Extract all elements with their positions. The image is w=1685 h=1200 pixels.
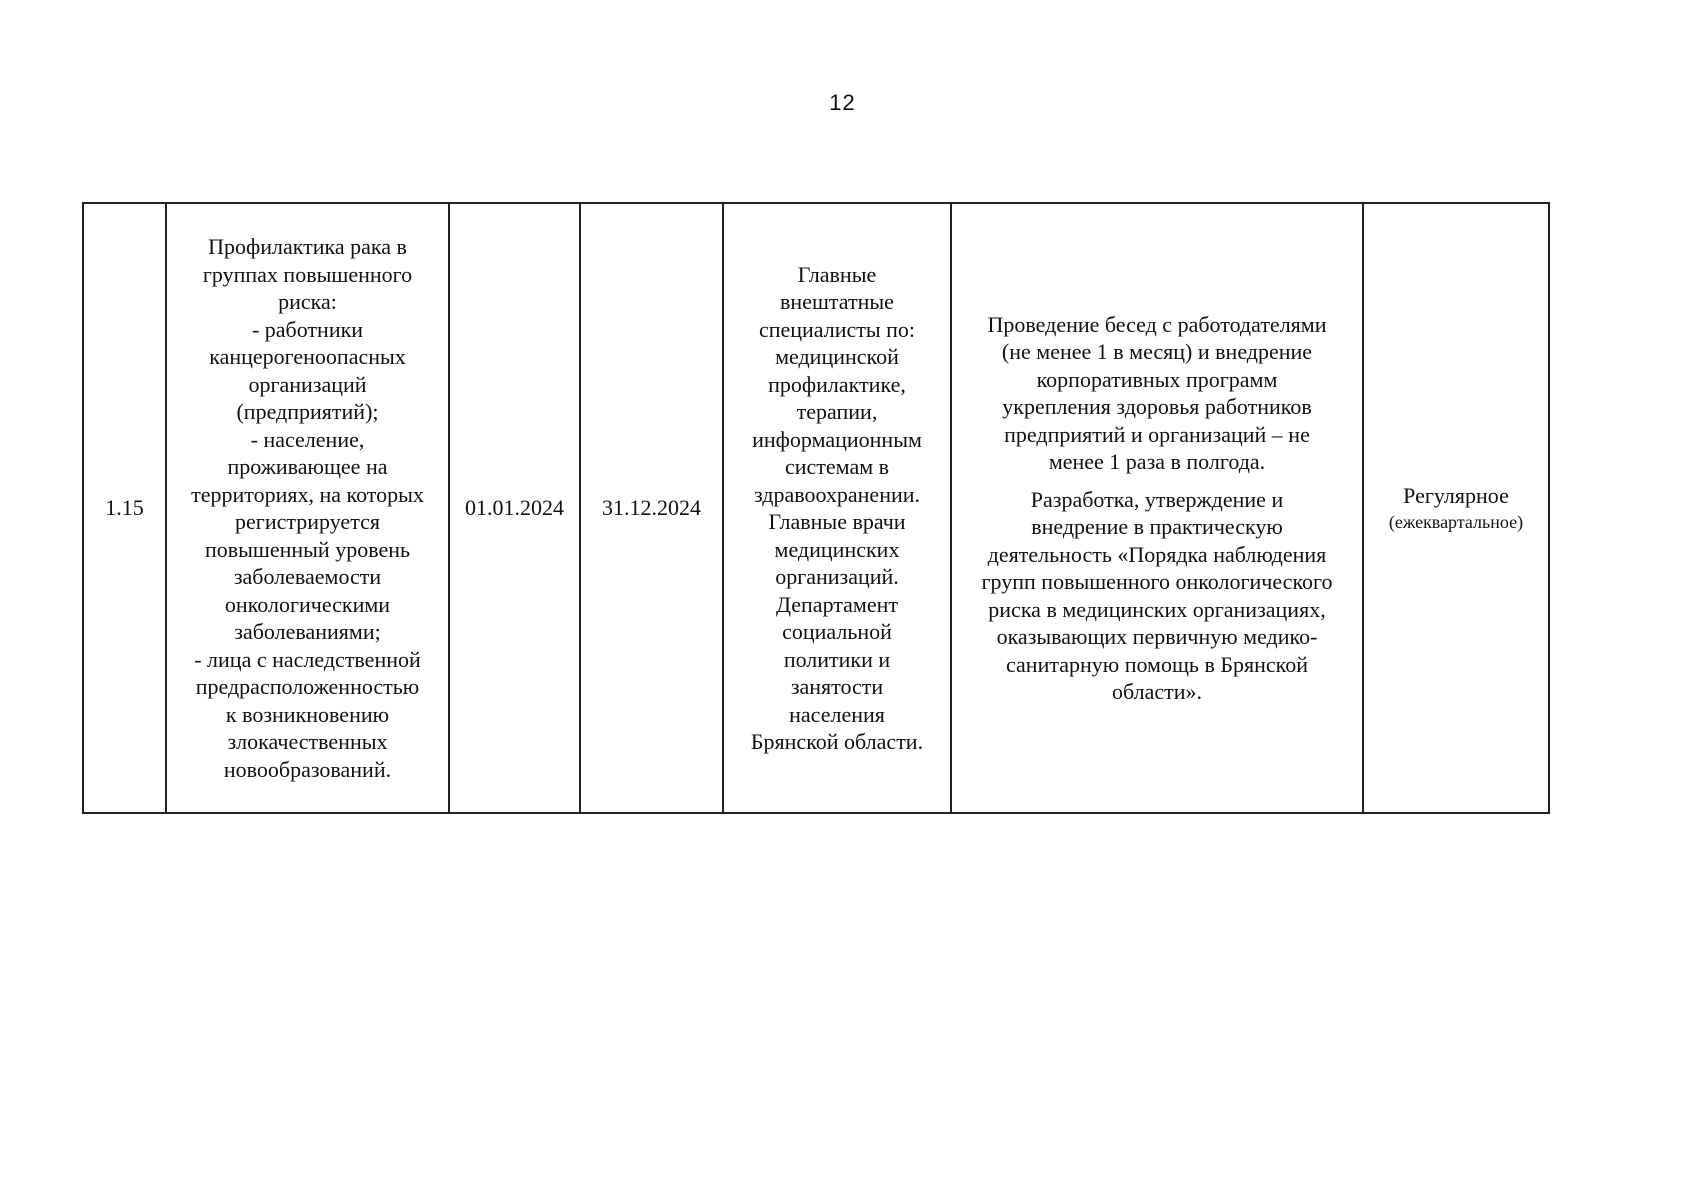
periodicity-cell [1363, 203, 1549, 813]
table-row [83, 203, 1549, 813]
row-number-cell [83, 203, 166, 813]
periodicity-note: (ежеквартальное) [1388, 511, 1524, 532]
result-paragraph-1: Проведение бесед с работодателями (не менее 1 в месяц) и внедрение корпоративных программ укрепления здоровья работников предприятий и организаций – не менее 1 раза в полгода. [987, 311, 1327, 474]
measures-table [82, 202, 1550, 814]
start-date-cell [449, 203, 580, 813]
page-number: 12 [829, 90, 856, 115]
start-date: 01.01.2024 [465, 495, 564, 521]
measure-name: Профилактика рака в группах повышенного риска: - работники канцерогеноопасных организаций (предприятий); - население, проживающее на территориях, на которых регистрируется повышенный уровень заболеваемости онкологическими заболеваниями; - лица с наследственной предрасположенностью к возникновению злокачественных новообразований. [191, 234, 424, 782]
end-date-cell [580, 203, 723, 813]
measure-name-cell [166, 203, 449, 813]
row-number: 1.15 [105, 495, 144, 521]
periodicity: Регулярное [1403, 483, 1509, 509]
responsible-cell [723, 203, 951, 813]
responsible-parties: Главные внештатные специалисты по: медицинской профилактике, терапии, информационным системам в здравоохранении. Главные врачи медицинских организаций. Департамент социальной политики и занятости населения Брянской области. [750, 261, 924, 754]
end-date: 31.12.2024 [602, 495, 701, 521]
result-cell [951, 203, 1363, 813]
result-paragraph-2: Разработка, утверждение и внедрение в практическую деятельность «Порядка наблюдения групп повышенного онкологического риска в медицинских организациях, оказывающих первичную медико- санитарную помощь в Брянской области». [981, 486, 1333, 704]
